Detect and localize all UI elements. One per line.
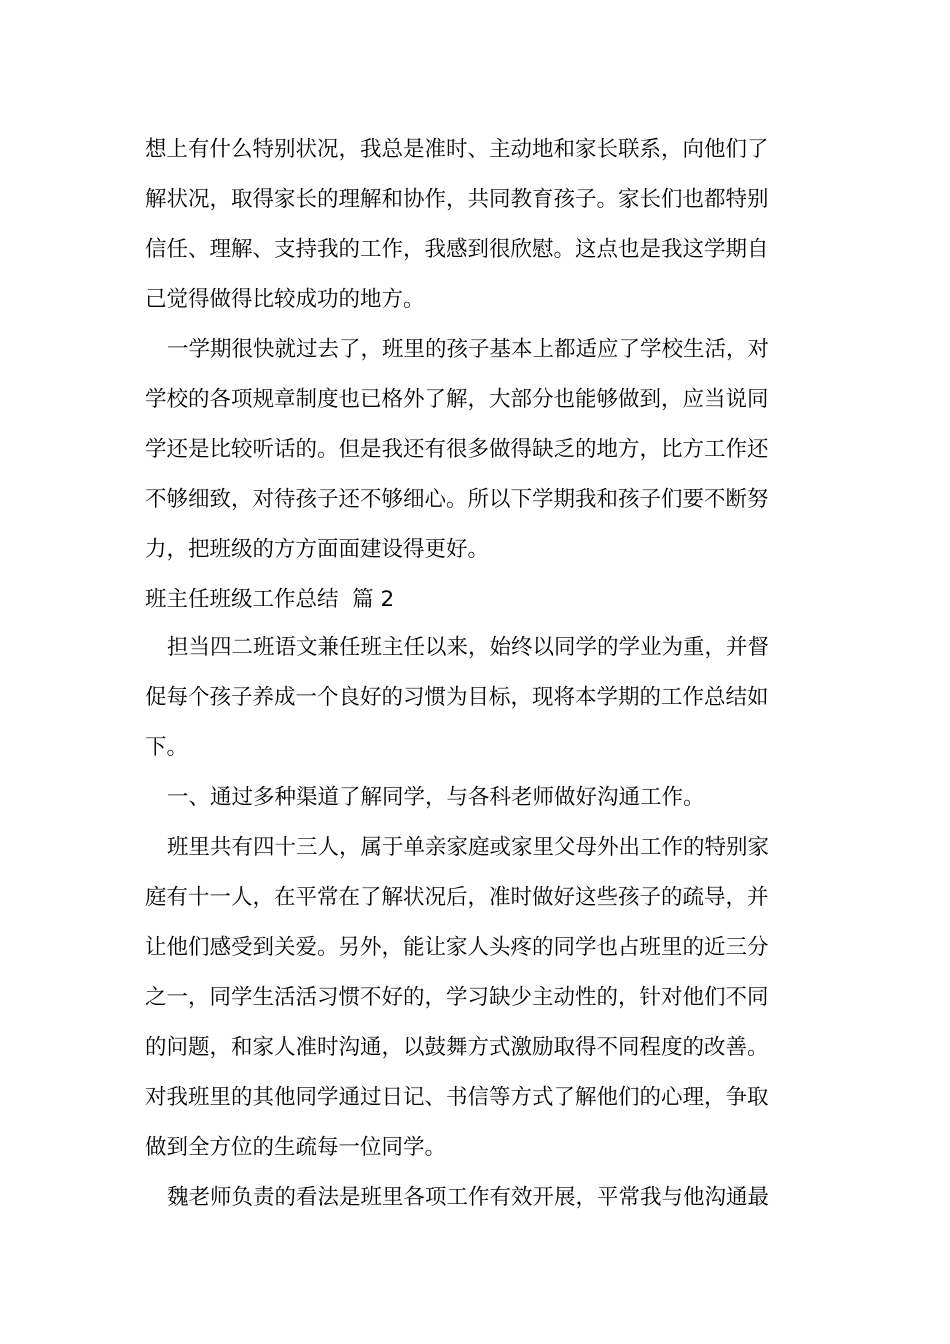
text-line: 学还是比较听话的。但是我还有很多做得缺乏的地方，比方工作还 [145, 437, 769, 462]
text-line: 己觉得做得比较成功的地方。 [145, 287, 425, 312]
text-line: 庭有十一人，在平常在了解状况后，准时做好这些孩子的疏导，并 [145, 885, 769, 910]
text-line: 班里共有四十三人，属于单亲家庭或家里父母外出工作的特别家 [167, 835, 770, 860]
text-line: 对我班里的其他同学通过日记、书信等方式了解他们的心理，争取 [145, 1085, 769, 1110]
text-line: 不够细致，对待孩子还不够细心。所以下学期我和孩子们要不断努 [145, 487, 769, 512]
text-line: 力，把班级的方方面面建设得更好。 [145, 537, 490, 562]
text-line: 让他们感受到关爱。另外，能让家人头疼的同学也占班里的近三分 [145, 935, 769, 960]
text-line: 担当四二班语文兼任班主任以来，始终以同学的学业为重，并督 [167, 635, 770, 660]
text-line: 一、通过多种渠道了解同学，与各科老师做好沟通工作。 [167, 785, 705, 810]
text-line: 解状况，取得家长的理解和协作，共同教育孩子。家长们也都特别 [145, 187, 769, 212]
text-line: 学校的各项规章制度也已格外了解，大部分也能够做到，应当说同 [145, 387, 769, 412]
text-line: 的问题，和家人准时沟通，以鼓舞方式激励取得不同程度的改善。 [145, 1035, 769, 1060]
section-heading: 班主任班级工作总结 篇 2 [145, 587, 395, 612]
text-line: 促每个孩子养成一个良好的习惯为目标，现将本学期的工作总结如 [145, 685, 769, 710]
text-line: 信任、理解、支持我的工作，我感到很欣慰。这点也是我这学期自 [145, 237, 769, 262]
text-line: 一学期很快就过去了，班里的孩子基本上都适应了学校生活，对 [167, 337, 770, 362]
text-line: 之一，同学生活活习惯不好的，学习缺少主动性的，针对他们不同 [145, 985, 769, 1010]
text-line: 想上有什么特别状况，我总是准时、主动地和家长联系，向他们了 [145, 137, 769, 162]
text-line: 做到全方位的生疏每一位同学。 [145, 1135, 447, 1160]
text-line: 魏老师负责的看法是班里各项工作有效开展，平常我与他沟通最 [167, 1185, 770, 1210]
text-line: 下。 [145, 735, 189, 760]
